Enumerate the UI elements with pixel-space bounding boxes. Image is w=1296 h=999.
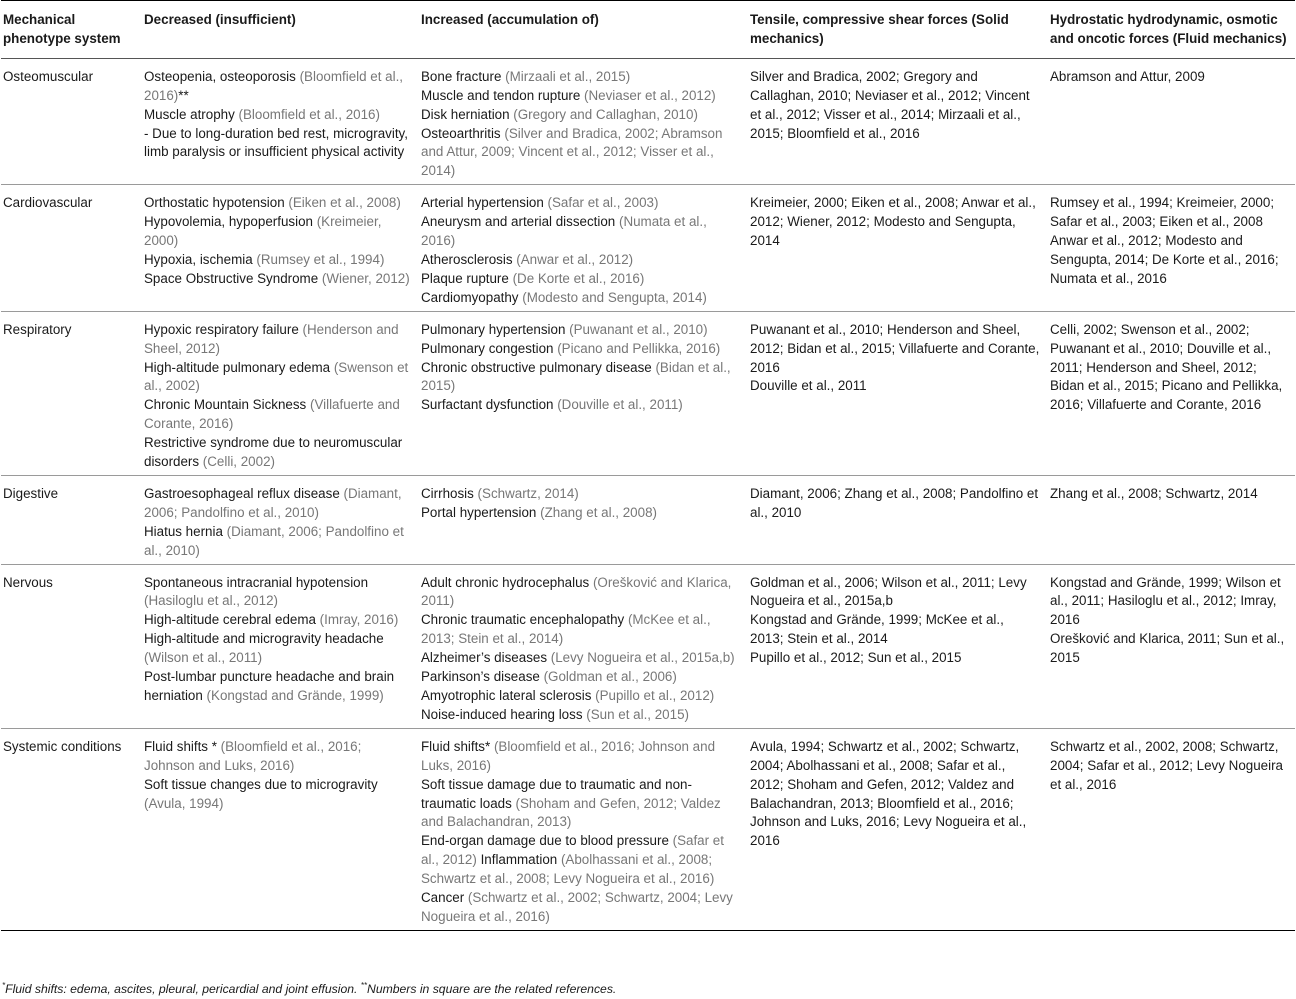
decreased-entry [144, 776, 411, 814]
decreased-entry [144, 574, 411, 612]
entry-condition: Cancer [421, 890, 468, 906]
entry-condition: Amyotrophic lateral sclerosis [421, 688, 596, 703]
increased-entry [421, 213, 740, 251]
entry-condition: Inflammation [476, 852, 561, 868]
solid-reference-list: Pupillo et al., 2012; Sun et al., 2015 [750, 650, 962, 666]
entry-condition: Noise-induced hearing loss [421, 706, 587, 722]
entry-reference: (Bloomfield et al., 2016) [238, 106, 380, 122]
increased-cell [419, 311, 748, 475]
system-cell: Cardiovascular [3, 195, 93, 211]
solid-mechanics-cell [748, 311, 1048, 475]
system-cell: Respiratory [3, 321, 72, 337]
increased-entry [421, 889, 740, 927]
entry-reference: (Sun et al., 2015) [586, 706, 689, 722]
entry-reference: (Rumsey et al., 1994) [256, 251, 385, 267]
entry-reference: (Diamant, 2006; Pandolfino et al., 2010) [144, 523, 404, 558]
entry-reference: (Schwartz, 2014) [477, 485, 579, 501]
entry-reference: (Henderson and Sheel, 2012) [144, 321, 399, 356]
entry-condition: Aneurysm and arterial dissection [421, 214, 619, 230]
entry-reference: (Kreimeier, 2000) [144, 214, 382, 249]
entry-reference: (Bidan et al., 2015) [421, 359, 731, 394]
entry-condition: Hypovolemia, hypoperfusion [144, 214, 317, 230]
header-solid-mechanics: Tensile, compressive shear forces (Solid mechanics) [750, 12, 1009, 46]
increased-entry [421, 668, 740, 687]
decreased-entry [144, 668, 411, 706]
fluid-mechanics-cell [1048, 475, 1295, 564]
decreased-entry [144, 485, 411, 523]
increased-cell [419, 185, 748, 311]
increased-entry [421, 504, 740, 523]
system-cell: Osteomuscular [3, 68, 94, 84]
entry-condition: Parkinson’s disease [421, 669, 544, 685]
increased-entry [421, 687, 740, 706]
entry-reference: (Wilson et al., 2011) [144, 650, 263, 666]
system-cell: Nervous [3, 574, 53, 590]
entry-reference: (Imray, 2016) [319, 612, 399, 628]
entry-condition: Osteoarthritis [421, 125, 505, 141]
entry-reference: (Picano and Pellikka, 2016) [557, 340, 721, 356]
entry-condition: High-altitude cerebral edema [144, 612, 320, 628]
decreased-entry [144, 125, 411, 163]
fluid-reference-list: Rumsey et al., 1994; Kreimeier, 2000; Safar et al., 2003; Eiken et al., 2008 [1050, 195, 1275, 230]
entry-condition: Chronic Mountain Sickness [144, 397, 310, 413]
decreased-entry [144, 396, 411, 434]
entry-condition: End-organ damage due to blood pressure [421, 833, 673, 849]
system-cell: Digestive [3, 485, 59, 501]
solid-reference-list: Avula, 1994; Schwartz et al., 2002; Schwartz, 2004; Abolhassani et al., 2008; Safar et al., 2012; Shoham and Gefen, 2012; Valdez and Balachandran, 2013; Bloomfield et al., 2016; Johnson and Luks, 2016; Levy Nogueira et al., 2016 [750, 738, 1027, 849]
entry-reference: (Anwar et al., 2012) [516, 251, 634, 267]
entry-reference: (Puwanant et al., 2010) [569, 321, 708, 337]
increased-entry [421, 106, 740, 125]
increased-entry [421, 194, 740, 213]
entry-reference: (Silver and Bradica, 2002; Abramson and Attur, 2009; Vincent et al., 2012; Visser et al., 2014) [421, 125, 723, 179]
entry-condition: Pulmonary hypertension [421, 321, 570, 337]
solid-reference-list: Puwanant et al., 2010; Henderson and Sheel, 2012; Bidan et al., 2015; Villafuerte and Corante, 2016 [750, 321, 1040, 375]
table-header [1, 1, 1295, 59]
entry-reference: (Safar et al., 2003) [547, 195, 659, 211]
entry-reference: (Hasiloglu et al., 2012) [144, 593, 278, 609]
entry-condition: Osteopenia, osteoporosis [144, 68, 300, 84]
entry-reference: (Schwartz et al., 2002; Schwartz, 2004; Levy Nogueira et al., 2016) [421, 890, 733, 924]
decreased-cell [142, 475, 419, 564]
entry-condition: Cardiomyopathy [421, 289, 523, 305]
entry-reference: (Celli, 2002) [202, 454, 275, 470]
entry-reference-mark: ** [178, 87, 189, 103]
entry-reference: (Pupillo et al., 2012) [595, 688, 715, 703]
entry-condition: Muscle atrophy [144, 106, 239, 122]
entry-condition: Soft tissue damage due to traumatic and non-traumatic loads [421, 776, 692, 811]
entry-reference: (Villafuerte and Corante, 2016) [144, 397, 400, 432]
footnote-mark-2: ** [360, 980, 368, 990]
mechanical-phenotype-table [1, 0, 1295, 931]
header-system: Mechanical phenotype system [3, 12, 121, 46]
entry-reference: (Mirzaali et al., 2015) [505, 68, 631, 84]
entry-condition: Portal hypertension [421, 504, 541, 520]
entry-condition: High-altitude pulmonary edema [144, 359, 334, 375]
entry-reference: (Gregory and Callaghan, 2010) [513, 106, 698, 122]
decreased-entry [144, 359, 411, 397]
entry-condition: Plaque rupture [421, 270, 513, 286]
table-body [1, 58, 1295, 930]
increased-cell [419, 728, 748, 930]
entry-reference: (Avula, 1994) [144, 795, 224, 811]
entry-reference: (Levy Nogueira et al., 2015a,b) [550, 650, 735, 666]
table-row [1, 185, 1295, 311]
entry-condition: Chronic obstructive pulmonary disease [421, 359, 656, 375]
table-footnote [2, 982, 616, 996]
fluid-reference-list: Kongstad and Grände, 1999; Wilson et al., 2011; Hasiloglu et al., 2012; Imray, 2016 [1050, 574, 1281, 628]
entry-condition: Restrictive syndrome due to neuromuscular disorders [144, 435, 403, 470]
table-row [1, 58, 1295, 184]
entry-reference: (Diamant, 2006; Pandolfino et al., 2010) [144, 485, 402, 520]
table-row [1, 311, 1295, 475]
decreased-entry [144, 213, 411, 251]
header-decreased: Decreased (insufficient) [144, 12, 296, 27]
table-row [1, 475, 1295, 564]
increased-entry [421, 485, 740, 504]
solid-mechanics-cell [748, 728, 1048, 930]
decreased-entry [144, 106, 411, 125]
solid-reference-list: Silver and Bradica, 2002; Gregory and Callaghan, 2010; Neviaser et al., 2012; Vincent et al., 2012; Visser et al., 2014; Mirzaali et al., 2015; Bloomfield et al., 2016 [750, 68, 1030, 141]
entry-reference: (Bloomfield et al., 2016) [144, 68, 404, 103]
entry-reference: (Eiken et al., 2008) [288, 195, 401, 211]
increased-entry [421, 574, 740, 612]
table-row [1, 564, 1295, 728]
fluid-reference-list: Orešković and Klarica, 2011; Sun et al., 2015 [1050, 631, 1285, 666]
increased-cell [419, 58, 748, 184]
solid-mechanics-cell [748, 58, 1048, 184]
increased-entry [421, 396, 740, 415]
header-row [1, 1, 1295, 59]
entry-condition: Orthostatic hypotension [144, 195, 289, 211]
fluid-mechanics-cell [1048, 311, 1295, 475]
fluid-reference-list: Anwar et al., 2012; Modesto and Sengupta, 2014; De Korte et al., 2016; Numata et al., 2016 [1050, 233, 1279, 286]
entry-condition: Post-lumbar puncture headache and brain herniation [144, 669, 395, 703]
entry-condition: Muscle and tendon rupture [421, 87, 585, 103]
decreased-entry [144, 251, 411, 270]
decreased-cell [142, 728, 419, 930]
entry-reference: (Goldman et al., 2006) [543, 669, 677, 685]
solid-mechanics-cell [748, 475, 1048, 564]
entry-condition: Spontaneous intracranial hypotension [144, 574, 369, 590]
entry-condition: Bone fracture [421, 68, 506, 84]
solid-reference-list: Goldman et al., 2006; Wilson et al., 2011; Levy Nogueira et al., 2015a,b [750, 574, 1027, 609]
fluid-reference-list: Schwartz et al., 2002, 2008; Schwartz, 2004; Safar et al., 2012; Levy Nogueira et al., 2016 [1050, 738, 1284, 792]
increased-entry [421, 611, 740, 649]
increased-entry [421, 706, 740, 725]
footnote-text-2: Numbers in square are the related references. [367, 982, 617, 996]
increased-cell [419, 475, 748, 564]
entry-reference: (Safar et al., 2012) [421, 833, 724, 868]
fluid-mechanics-cell [1048, 185, 1295, 311]
entry-condition: Soft tissue changes due to microgravity [144, 776, 378, 792]
entry-reference: (De Korte et al., 2016) [512, 270, 645, 286]
increased-entry [421, 738, 740, 776]
increased-entry [421, 649, 740, 668]
entry-condition: - Due to long-duration bed rest, microgravity, limb paralysis or insufficient physical activity [144, 125, 408, 160]
entry-condition: Surfactant dysfunction [421, 397, 558, 413]
entry-reference: (Bloomfield et al., 2016; Johnson and Luks, 2016) [421, 738, 716, 773]
solid-mechanics-cell [748, 564, 1048, 728]
solid-mechanics-cell [748, 185, 1048, 311]
entry-reference: (Swenson et al., 2002) [144, 359, 409, 394]
solid-reference-list: Kreimeier, 2000; Eiken et al., 2008; Anwar et al., 2012; Wiener, 2012; Modesto and Sengupta, 2014 [750, 195, 1036, 249]
entry-reference: (Douville et al., 2011) [557, 397, 683, 413]
decreased-entry [144, 523, 411, 561]
increased-entry [421, 251, 740, 270]
entry-condition: Atherosclerosis [421, 251, 517, 267]
increased-entry [421, 832, 740, 889]
decreased-entry [144, 611, 411, 630]
increased-entry [421, 359, 740, 397]
increased-entry [421, 68, 740, 87]
entry-condition: Alzheimer’s diseases [421, 650, 551, 666]
fluid-mechanics-cell [1048, 564, 1295, 728]
decreased-cell [142, 311, 419, 475]
decreased-entry [144, 434, 411, 472]
decreased-entry [144, 194, 411, 213]
decreased-entry [144, 738, 411, 776]
entry-condition: Adult chronic hydrocephalus [421, 574, 593, 590]
footnote-text-1: Fluid shifts: edema, ascites, pleural, pericardial and joint effusion. [5, 982, 361, 996]
entry-reference: (Bloomfield et al., 2016; Johnson and Luks, 2016) [144, 738, 362, 773]
decreased-entry [144, 68, 411, 106]
entry-reference: (Abolhassani et al., 2008; Schwartz et al., 2008; Levy Nogueira et al., 2016) [421, 852, 715, 887]
entry-reference: (Zhang et al., 2008) [540, 504, 657, 520]
fluid-mechanics-cell [1048, 728, 1295, 930]
increased-entry [421, 87, 740, 106]
entry-condition: Arterial hypertension [421, 195, 548, 211]
header-fluid-mechanics: Hydrostatic hydrodynamic, osmotic and oncotic forces (Fluid mechanics) [1050, 12, 1287, 46]
entry-condition: Space Obstructive Syndrome [144, 270, 322, 286]
increased-entry [421, 321, 740, 340]
entry-condition: Gastroesophageal reflux disease [144, 485, 344, 501]
system-cell: Systemic conditions [3, 738, 122, 754]
fluid-mechanics-cell [1048, 58, 1295, 184]
entry-condition: Hiatus hernia [144, 523, 227, 539]
entry-condition: Fluid shifts * [144, 738, 221, 754]
entry-condition: Cirrhosis [421, 485, 478, 501]
increased-entry [421, 776, 740, 833]
entry-reference: (Wiener, 2012) [321, 270, 410, 286]
entry-condition: Chronic traumatic encephalopathy [421, 612, 628, 628]
entry-condition: Hypoxia, ischemia [144, 251, 257, 267]
entry-condition: Fluid shifts* [421, 738, 494, 754]
fluid-reference-list: Abramson and Attur, 2009 [1050, 68, 1205, 84]
decreased-cell [142, 185, 419, 311]
increased-entry [421, 125, 740, 182]
increased-cell [419, 564, 748, 728]
entry-reference: (Numata et al., 2016) [421, 214, 707, 249]
entry-condition: Hypoxic respiratory failure [144, 321, 303, 337]
increased-entry [421, 289, 740, 308]
decreased-entry [144, 270, 411, 289]
increased-entry [421, 340, 740, 359]
decreased-cell [142, 564, 419, 728]
entry-reference: (Neviaser et al., 2012) [584, 87, 716, 103]
solid-reference-list: Douville et al., 2011 [750, 378, 867, 394]
fluid-reference-list: Zhang et al., 2008; Schwartz, 2014 [1050, 485, 1258, 501]
decreased-entry [144, 321, 411, 359]
solid-reference-list: Diamant, 2006; Zhang et al., 2008; Pandolfino et al., 2010 [750, 485, 1039, 520]
entry-reference: (Kongstad and Grände, 1999) [206, 688, 384, 703]
entry-condition: Pulmonary congestion [421, 340, 558, 356]
entry-reference: (Orešković and Klarica, 2011) [421, 574, 732, 609]
solid-reference-list: Kongstad and Grände, 1999; McKee et al., 2013; Stein et al., 2014 [750, 612, 1004, 647]
entry-reference: (McKee et al., 2013; Stein et al., 2014) [421, 612, 711, 647]
entry-condition: High-altitude and microgravity headache [144, 631, 384, 647]
decreased-entry [144, 630, 411, 668]
entry-condition: Disk herniation [421, 106, 514, 122]
footnote-mark-1: * [2, 980, 6, 990]
table-row [1, 728, 1295, 930]
fluid-reference-list: Celli, 2002; Swenson et al., 2002; Puwanant et al., 2010; Douville et al., 2011; Henderson and Sheel, 2012; Bidan et al., 2015; Picano and Pellikka, 2016; Villafuerte and Corante, 2016 [1050, 321, 1283, 413]
header-increased: Increased (accumulation of) [421, 12, 599, 27]
entry-reference: (Modesto and Sengupta, 2014) [522, 289, 707, 305]
increased-entry [421, 270, 740, 289]
entry-reference: (Shoham and Gefen, 2012; Valdez and Balachandran, 2013) [421, 795, 721, 830]
decreased-cell [142, 58, 419, 184]
